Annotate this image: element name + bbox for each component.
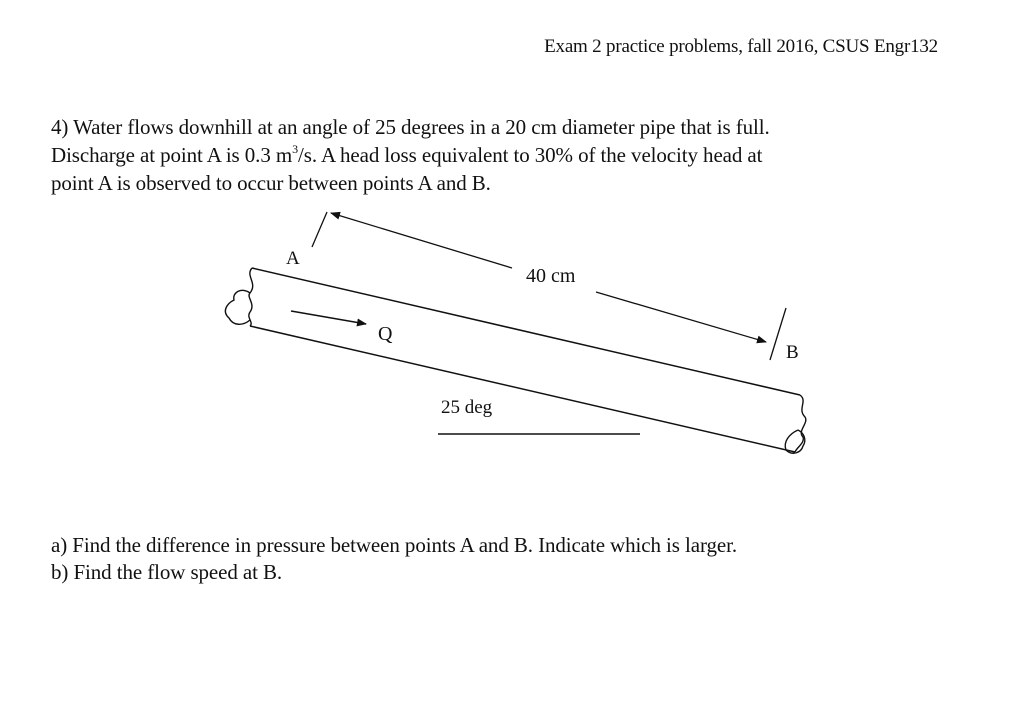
angle-label: 25 deg: [441, 397, 493, 418]
flow-arrow: [291, 311, 366, 324]
problem-line-1: 4) Water flows downhill at an angle of 25 degrees in a 20 cm diameter pipe that is full.: [51, 115, 770, 139]
pipe-bottom-wall: [250, 326, 795, 452]
problem-line-3: point A is observed to occur between points A and B.: [51, 171, 491, 195]
question-a: a) Find the difference in pressure between points A and B. Indicate which is larger.: [51, 533, 737, 557]
questions: [51, 532, 951, 586]
flow-label: Q: [378, 323, 393, 345]
document-header: Exam 2 practice problems, fall 2016, CSUS Engr132: [544, 36, 938, 57]
point-a-tick: [312, 212, 327, 247]
pipe-top-wall: [252, 268, 800, 395]
length-label: 40 cm: [526, 265, 576, 287]
point-b-label: B: [786, 342, 799, 363]
question-b: b) Find the flow speed at B.: [51, 560, 283, 584]
point-b-tick: [770, 308, 786, 360]
problem-line-2-end: /s. A head loss equivalent to 30% of the velocity head at: [298, 143, 763, 167]
point-a-label: A: [286, 248, 300, 269]
dimension-line-left: [331, 213, 512, 268]
problem-line-2-start: Discharge at point A is 0.3 m: [51, 143, 293, 167]
dimension-line-right: [596, 292, 766, 342]
superscript-exponent: 3: [292, 142, 299, 156]
pipe-left-break-face: [225, 290, 250, 324]
pipe-left-break: [249, 268, 253, 326]
